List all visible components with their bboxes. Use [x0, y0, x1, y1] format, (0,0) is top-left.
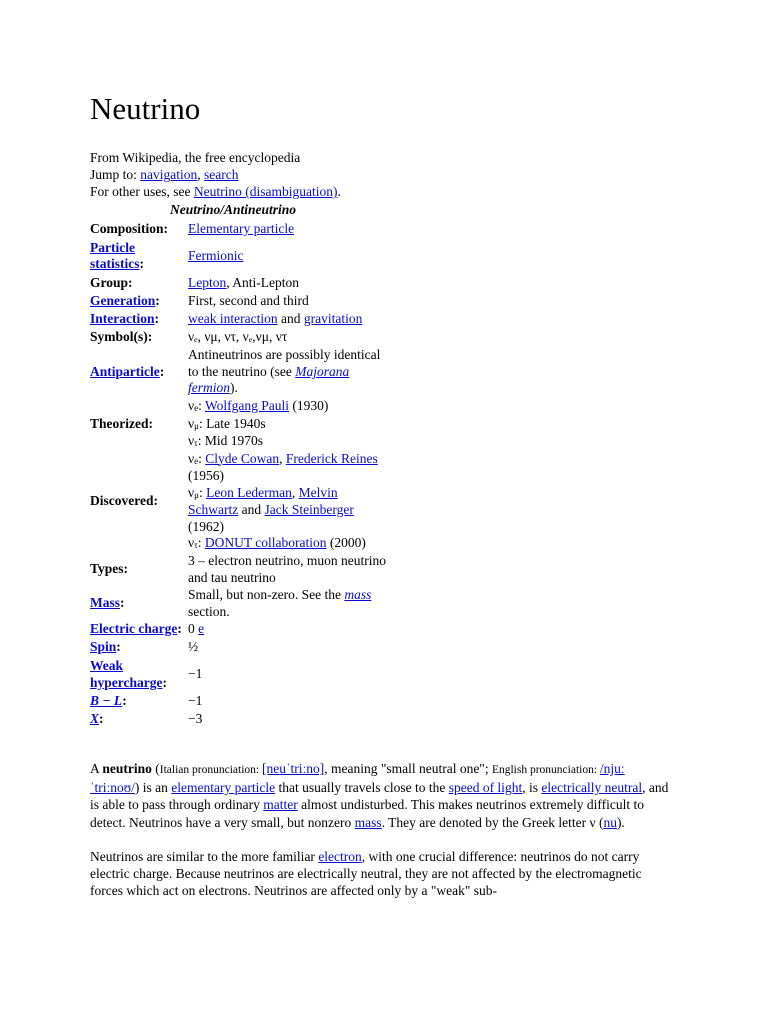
infobox-row-mass — [88, 587, 392, 621]
theorized-label: Theorized: — [90, 416, 153, 431]
composition-label: Composition: — [90, 220, 169, 236]
infobox — [88, 220, 392, 729]
nu-subscript: τ — [194, 540, 198, 550]
gravitation-link[interactable]: gravitation — [303, 310, 363, 326]
infobox-row-statistics — [88, 238, 392, 274]
italian-pronunciation-label: Italian pronunciation: — [159, 764, 262, 776]
nu-link[interactable]: nu — [603, 814, 617, 830]
nu-symbol: ν — [188, 484, 195, 500]
infobox-caption: Neutrino/Antineutrino — [170, 202, 297, 217]
nu-symbol: ν — [188, 433, 195, 448]
antiparticle-end: ). — [230, 380, 238, 396]
hatnote-suffix: . — [337, 184, 341, 199]
donut-collaboration-link[interactable]: DONUT collaboration — [204, 535, 327, 550]
infobox-row-generation — [88, 292, 392, 310]
infobox-row-spin — [88, 639, 392, 657]
text: almost undisturbed. This makes neutrinos extremely difficult to detect. Neutrinos have a very small, but nonzero — [90, 797, 645, 830]
and-text: and — [277, 310, 304, 326]
melvin-schwartz-link[interactable]: Melvin Schwartz — [188, 484, 338, 517]
weak-interaction-link[interactable]: weak interaction — [188, 310, 278, 326]
text: , with one crucial difference: neutrinos do not carry electric charge. Because neutrinos are electrically neutral, they are not affected by the electromagnetic forces which act on electrons. Neutrinos are affected only by a "weak" sub- — [90, 848, 642, 899]
paragraph-2 — [90, 848, 672, 900]
and-text: and — [238, 502, 265, 517]
nu-subscript: μ — [194, 489, 199, 500]
electric-charge-link[interactable]: Electric charge — [90, 621, 178, 637]
wolfgang-pauli-link[interactable]: Wolfgang Pauli — [205, 398, 290, 413]
lepton-link[interactable]: Lepton — [188, 274, 227, 290]
separator: , — [279, 450, 286, 466]
mass-label-link[interactable]: Mass — [90, 595, 120, 611]
types-label: Types: — [90, 561, 129, 577]
mass-end: section. — [188, 603, 230, 619]
particle-statistics-link[interactable]: Particle statistics — [90, 239, 140, 271]
infobox-row-discovered — [88, 451, 392, 553]
group-rest: , Anti-Lepton — [226, 274, 299, 290]
colon: : — [159, 363, 165, 379]
clyde-cowan-link[interactable]: Clyde Cowan — [205, 450, 280, 466]
symbol-label: Symbol(s): — [90, 328, 153, 344]
hatnote-prefix: For other uses, see — [90, 184, 194, 199]
nu-symbol: ν — [188, 415, 195, 431]
colon: : — [120, 595, 125, 611]
x-value: −3 — [188, 711, 203, 727]
generation-link[interactable]: Generation — [90, 292, 156, 308]
leon-lederman-link[interactable]: Leon Lederman — [206, 484, 292, 500]
speed-of-light-link[interactable]: speed of light — [448, 780, 523, 796]
colon: : — [177, 621, 182, 637]
discovered-label: Discovered: — [90, 493, 158, 509]
page-title: Neutrino — [90, 91, 201, 126]
jump-navigation-link[interactable]: navigation — [140, 167, 198, 182]
year: (1962) — [188, 518, 224, 534]
composition-link[interactable]: Elementary particle — [188, 220, 295, 236]
intro-block — [90, 149, 690, 200]
english-pronunciation-label: English pronunciation: — [491, 764, 600, 776]
spin-link[interactable]: Spin — [90, 639, 117, 655]
theorized-tau-text: : Mid 1970s — [197, 433, 263, 448]
infobox-row-interaction — [88, 310, 392, 328]
text: . They are denoted by the Greek letter ν ( — [381, 814, 604, 830]
infobox-row-charge — [88, 621, 392, 639]
theorized-mu-text: : Late 1940s — [198, 415, 266, 431]
text: , and is able to pass through ordinary — [90, 780, 669, 813]
separator: : — [197, 535, 205, 550]
text: ). — [616, 814, 625, 830]
infobox-row-group — [88, 274, 392, 292]
infobox-row-types — [88, 553, 392, 587]
text: ( — [151, 761, 160, 776]
hypercharge-value: −1 — [188, 666, 203, 682]
year: (1930) — [289, 398, 329, 413]
text: Neutrinos are similar to the more familiar — [90, 848, 319, 864]
spin-value: ½ — [188, 639, 199, 655]
b-minus-l-link[interactable]: B − L — [90, 693, 123, 709]
year: (1956) — [188, 468, 224, 483]
weak-hypercharge-link[interactable]: Weak hypercharge — [90, 658, 163, 690]
mass-text: Small, but non-zero. See the — [188, 587, 345, 602]
jump-prefix: Jump to: — [90, 167, 141, 182]
jack-steinberger-link[interactable]: Jack Steinberger — [264, 502, 354, 517]
elementary-charge-link[interactable]: e — [198, 621, 205, 637]
nu-symbol: ν — [188, 535, 195, 550]
interaction-link[interactable]: Interaction — [90, 310, 155, 326]
electrically-neutral-link[interactable]: electrically neutral — [541, 780, 643, 796]
generation-value: First, second and third — [188, 292, 309, 308]
from-line: From Wikipedia, the free encyclopedia — [90, 150, 301, 165]
mass-section-link[interactable]: mass — [344, 587, 372, 602]
types-value: 3 – electron neutrino, muon neutrino and tau neutrino — [188, 553, 386, 585]
elementary-particle-link[interactable]: elementary particle — [171, 780, 276, 796]
text: ) is an — [134, 780, 172, 796]
colon: : — [139, 256, 144, 271]
colon: : — [116, 639, 121, 655]
year: (2000) — [326, 535, 366, 550]
separator: : — [198, 398, 205, 413]
colon: : — [162, 674, 167, 690]
paragraph-1 — [90, 760, 672, 831]
nu-symbol: ν — [188, 450, 195, 466]
text: that usually travels close to the — [275, 780, 449, 796]
group-label: Group: — [90, 274, 133, 290]
fermionic-link[interactable]: Fermionic — [188, 247, 244, 263]
antiparticle-text: Antineutrinos are possibly identical to the neutrino (see — [188, 347, 381, 379]
matter-link[interactable]: matter — [263, 797, 298, 813]
separator: , — [291, 484, 299, 500]
colon: : — [99, 711, 104, 727]
nu-symbol: ν — [188, 398, 195, 413]
electron-link[interactable]: electron — [318, 848, 362, 864]
infobox-row-symbols — [88, 328, 392, 346]
nu-subscript: μ — [194, 420, 199, 431]
charge-value: 0 — [188, 621, 199, 637]
infobox-row-x — [88, 711, 392, 729]
infobox-row-bl — [88, 693, 392, 711]
antiparticle-link[interactable]: Antiparticle — [90, 363, 160, 379]
infobox-row-hypercharge — [88, 657, 392, 693]
colon: : — [155, 292, 160, 308]
text: , is — [522, 780, 542, 796]
jump-separator: , — [197, 167, 205, 182]
mass-link[interactable]: mass — [354, 814, 382, 830]
nu-subscript: e — [194, 455, 199, 466]
colon: : — [122, 693, 127, 709]
article-body — [90, 760, 672, 916]
infobox-row-theorized — [88, 398, 392, 451]
x-charge-link[interactable]: X — [90, 711, 100, 727]
article-subject: neutrino — [102, 761, 152, 776]
disambiguation-link[interactable]: Neutrino (disambiguation) — [193, 184, 338, 199]
nu-subscript: e — [194, 403, 199, 413]
text: , meaning "small neutral one"; — [324, 761, 492, 776]
nu-subscript: τ — [194, 438, 198, 448]
jump-search-link[interactable]: search — [204, 167, 239, 182]
jump-line — [90, 166, 690, 183]
frederick-reines-link[interactable]: Frederick Reines — [285, 450, 378, 466]
separator: : — [198, 450, 206, 466]
symbol-value: νₑ, νμ, ντ, νₑ,νμ, ντ — [188, 328, 288, 344]
separator: : — [198, 484, 207, 500]
bl-value: −1 — [188, 693, 203, 709]
colon: : — [154, 310, 159, 326]
text: A — [90, 761, 103, 776]
italian-ipa-link[interactable]: [neuˈtriːno] — [261, 761, 325, 776]
majorana-fermion-link[interactable]: Majorana fermion — [188, 363, 350, 396]
english-ipa-link[interactable]: /njuːˈtriːnoʊ/ — [90, 761, 625, 796]
infobox-row-antiparticle — [88, 346, 392, 398]
infobox-row-composition — [88, 220, 392, 238]
hatnote — [90, 183, 690, 200]
